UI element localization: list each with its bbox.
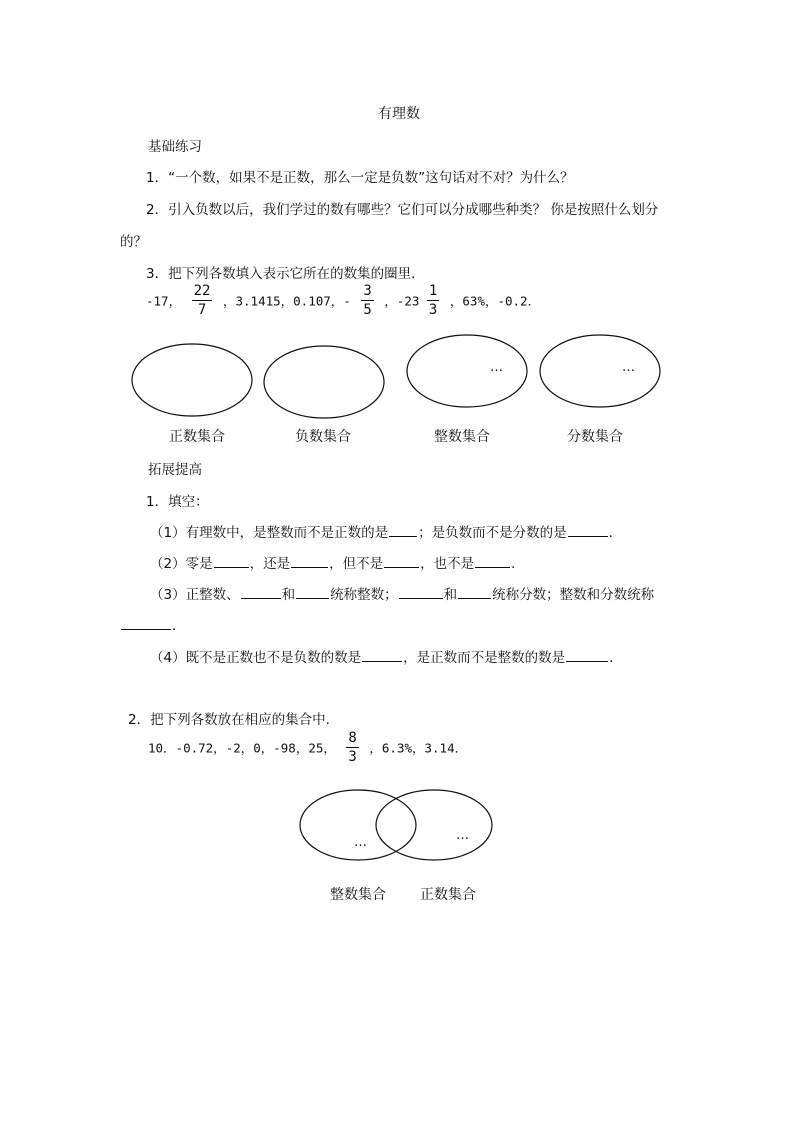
answer-blank[interactable] xyxy=(399,586,443,599)
question-1: 1．“一个数，如果不是正数，那么一定是负数”这句话对不对？为什么？ xyxy=(146,170,574,186)
question-2-line1: 2．引入负数以后，我们学过的数有哪些？它们可以分成哪些种类？ 你是按照什么划分 xyxy=(146,202,659,218)
answer-blank[interactable] xyxy=(241,586,281,599)
answer-blank[interactable] xyxy=(389,524,417,537)
venn-integer-ellipsis: … xyxy=(354,835,367,850)
fill-text: ，也不是 xyxy=(420,556,475,572)
fill-line-3-cont xyxy=(120,614,186,634)
answer-blank[interactable] xyxy=(296,586,329,599)
fill-text: ，还是 xyxy=(249,556,291,572)
integer-set-ellipse xyxy=(407,335,527,407)
answer-blank[interactable] xyxy=(362,649,402,662)
fill-text: ，但不是 xyxy=(329,556,384,572)
question-2-line2: 的？ xyxy=(120,234,147,250)
fraction-denominator: 5 xyxy=(363,302,372,318)
set-label-positive: 正数集合 xyxy=(169,429,225,445)
fraction-numerator: 3 xyxy=(363,283,372,299)
number-text: ，3.1415，0.107，- xyxy=(223,293,351,309)
set-label-negative: 负数集合 xyxy=(295,429,351,445)
fill-line-4 xyxy=(150,646,623,666)
fraction-denominator: 3 xyxy=(428,302,438,318)
venn-label-positive: 正数集合 xyxy=(420,887,476,903)
fill-text: 和 xyxy=(281,587,296,603)
set-label-fraction: 分数集合 xyxy=(567,429,623,445)
fraction-set-ellipse xyxy=(540,335,660,407)
section-heading-basic: 基础练习 xyxy=(148,139,202,155)
negative-set-ellipse xyxy=(264,346,384,418)
fill-text: ． xyxy=(609,650,623,666)
answer-blank[interactable] xyxy=(214,555,249,568)
question-2-sets: 2．把下列各数放在相应的集合中． xyxy=(128,712,340,728)
answer-blank[interactable] xyxy=(568,524,608,537)
fill-line-3 xyxy=(150,583,654,603)
fraction-numerator: 8 xyxy=(348,730,357,746)
set-label-integer: 整数集合 xyxy=(434,429,490,445)
answer-blank[interactable] xyxy=(475,555,510,568)
fraction-denominator: 3 xyxy=(348,749,357,765)
fill-text: ． xyxy=(172,618,186,634)
answer-blank[interactable] xyxy=(291,555,328,568)
fill-text: （4）既不是正数也不是负数的数是 xyxy=(150,650,362,666)
fill-text: ． xyxy=(511,556,525,572)
venn-positive-ellipsis: … xyxy=(456,828,469,843)
page-title: 有理数 xyxy=(378,106,420,122)
fill-text: ；是负数而不是分数的是 xyxy=(418,525,567,541)
fill-text: ． xyxy=(608,525,623,541)
number-text: -17， xyxy=(146,293,182,309)
fill-text: （1）有理数中，是整数而不是正数的是 xyxy=(150,525,389,541)
answer-blank[interactable] xyxy=(121,617,171,630)
fraction-numerator: 22 xyxy=(193,283,211,299)
answer-blank[interactable] xyxy=(384,555,419,568)
positive-set-ellipse xyxy=(132,344,252,416)
fill-text: 统称分数；整数和分数统称 xyxy=(492,587,655,603)
section-heading-extended: 拓展提高 xyxy=(148,462,202,478)
fill-line-1 xyxy=(150,521,622,541)
fraction-8-3 xyxy=(346,731,358,764)
fill-text: 统称整数； xyxy=(330,587,398,603)
fill-line-2 xyxy=(150,552,525,572)
fraction-numerator: 1 xyxy=(428,283,438,299)
question-3: 3．把下列各数填入表示它所在的数集的圈里． xyxy=(146,266,425,282)
venn-label-integer: 整数集合 xyxy=(330,887,386,903)
fill-text: ，是正数而不是整数的数是 xyxy=(403,650,566,666)
fraction-denominator: 7 xyxy=(197,302,207,318)
fill-text: （3）正整数、 xyxy=(150,587,240,603)
fraction-set-ellipsis: … xyxy=(622,360,635,375)
number-text: ，6.3%，3.14． xyxy=(369,740,468,756)
answer-blank[interactable] xyxy=(566,649,608,662)
fill-question-1: 1．填空： xyxy=(146,494,209,510)
venn-positive-ellipse xyxy=(376,790,492,860)
fill-text: 和 xyxy=(443,587,458,603)
integer-set-ellipsis: … xyxy=(490,360,503,375)
number-text: ，63%，-0.2． xyxy=(449,293,541,309)
answer-blank[interactable] xyxy=(458,586,491,599)
fill-text: （2）零是 xyxy=(150,556,213,572)
number-text: ，-23 xyxy=(384,293,420,309)
number-list-2 xyxy=(148,731,467,764)
number-text: 10．-0.72，-2，0，-98，25， xyxy=(148,740,336,756)
